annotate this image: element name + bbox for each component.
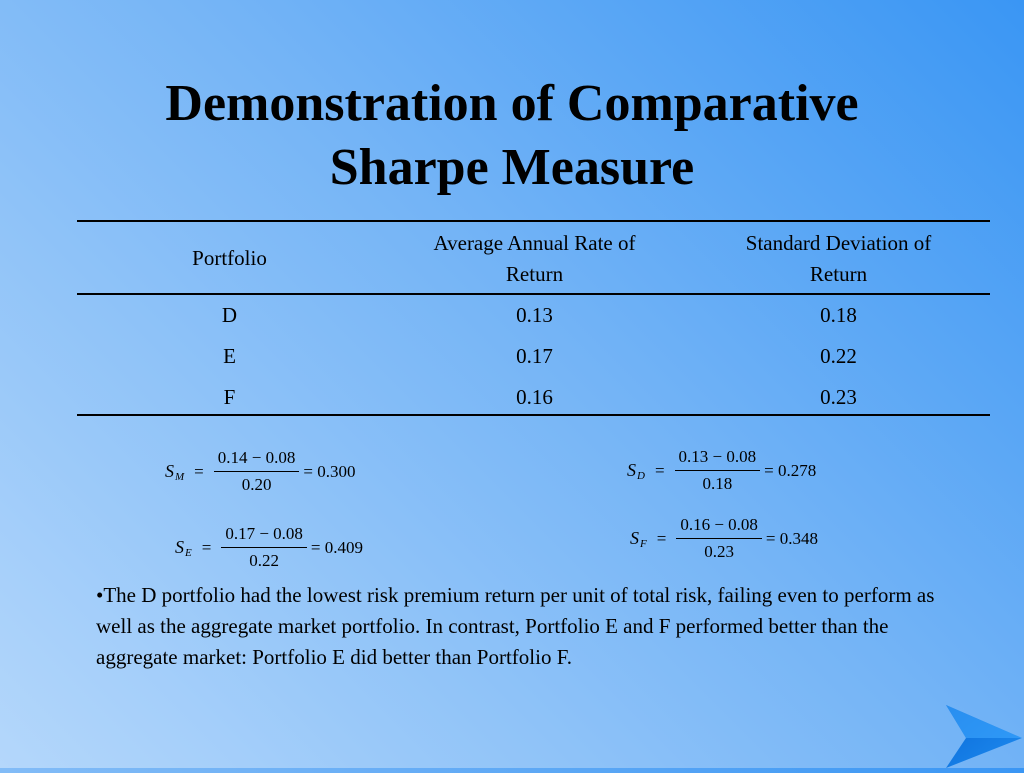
formula-f-fraction: [676, 515, 762, 562]
table-top-rule: [77, 220, 990, 222]
next-slide-arrow-icon: [944, 703, 1024, 768]
formula-m-denominator: 0.20: [241, 475, 272, 494]
formula-sharpe-f: [630, 515, 818, 562]
formula-f-result: = 0.348: [765, 528, 819, 548]
header-portfolio: [77, 243, 382, 274]
formula-f-subscript: F: [640, 537, 647, 550]
header-portfolio-text: Portfolio: [192, 246, 267, 270]
row-d-portfolio: D: [221, 303, 238, 327]
row-f-portfolio: F: [223, 385, 236, 409]
header-average-return: [382, 228, 687, 290]
formula-sharpe-e: [175, 524, 363, 571]
formula-m-symbol: S: [165, 461, 174, 481]
formula-m-numerator: 0.14 − 0.08: [214, 448, 300, 472]
formula-e-symbol: S: [175, 537, 184, 557]
row-f-return: 0.16: [516, 385, 553, 409]
formula-e-numerator: 0.17 − 0.08: [221, 524, 307, 548]
formula-d-denominator: 0.18: [702, 474, 733, 493]
formula-d-numerator: 0.13 − 0.08: [675, 447, 761, 471]
row-e-return: 0.17: [516, 344, 553, 368]
formula-e-result: = 0.409: [310, 537, 364, 557]
slide-title-line-2: Sharpe Measure: [329, 139, 695, 196]
header-std-dev-line-2: Return: [809, 262, 868, 286]
formula-sharpe-m: [165, 448, 355, 495]
formula-d-fraction: [675, 447, 761, 494]
slide-title: [0, 72, 1024, 200]
next-slide-button[interactable]: [944, 703, 1024, 768]
formula-d-result: = 0.278: [764, 460, 817, 480]
row-d-std: 0.18: [820, 303, 857, 327]
formula-d-equals: =: [654, 460, 665, 480]
formula-f-numerator: 0.16 − 0.08: [676, 515, 762, 539]
formula-e-denominator: 0.22: [249, 551, 279, 570]
table-bottom-rule: [77, 414, 990, 416]
formula-e-equals: =: [201, 537, 212, 557]
header-std-dev: [687, 228, 990, 290]
row-e-portfolio: E: [223, 344, 236, 368]
header-std-dev-line-1: Standard Deviation of: [745, 231, 932, 255]
formula-m-equals: =: [194, 461, 204, 481]
formula-e-subscript: E: [185, 546, 192, 559]
row-d-return: 0.13: [516, 303, 553, 327]
formula-m-fraction: [214, 448, 300, 495]
row-e-std: 0.22: [820, 344, 857, 368]
formula-d-symbol: S: [627, 460, 636, 480]
formula-f-equals: =: [656, 528, 667, 548]
formula-f-denominator: 0.23: [704, 542, 734, 561]
formula-sharpe-d: [627, 447, 816, 494]
formula-m-result: = 0.300: [303, 461, 356, 481]
table-header-rule: [77, 293, 990, 295]
formula-m-subscript: M: [175, 470, 185, 483]
header-average-return-line-2: Return: [505, 262, 564, 286]
slide-title-line-1: Demonstration of Comparative: [165, 75, 859, 132]
conclusion-bullet: •The D portfolio had the lowest risk premium return per unit of total risk, failing even to perform as well as the aggregate market portfolio. In contrast, Portfolio E and F performed better than the aggregate market: Portfolio E did better than Portfolio F.: [96, 583, 935, 669]
formula-d-subscript: D: [637, 469, 645, 482]
header-average-return-line-1: Average Annual Rate of: [433, 231, 636, 255]
row-f-std: 0.23: [820, 385, 857, 409]
formula-f-symbol: S: [630, 528, 639, 548]
formula-e-fraction: [221, 524, 307, 571]
